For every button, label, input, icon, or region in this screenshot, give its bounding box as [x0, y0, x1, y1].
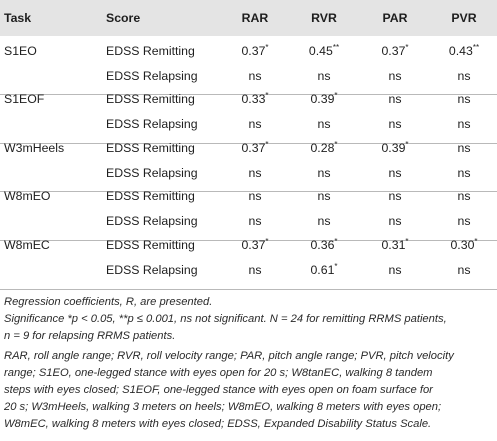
value-cell-pvr — [434, 165, 494, 181]
value-cell-pvr — [434, 237, 494, 253]
value-cell-par — [365, 43, 425, 59]
value-cell-par — [365, 91, 425, 107]
value-cell-rar — [225, 262, 285, 278]
significance-mark: * — [265, 139, 269, 149]
coefficient-value: ns — [317, 69, 331, 83]
coefficient-value: ns — [457, 92, 471, 106]
coefficient-value: ns — [248, 117, 262, 131]
significance-mark: * — [474, 236, 478, 246]
significance-mark: * — [265, 236, 269, 246]
coefficient-value: ns — [248, 263, 262, 277]
value-cell-par — [365, 262, 425, 278]
score-cell: EDSS Remitting — [106, 189, 195, 203]
task-cell: S1EO — [4, 44, 37, 58]
value-cell-rar — [225, 237, 285, 253]
footnote-line: range; S1EO, one-legged stance with eyes open for 20 s; W8tanEC, walking 8 tandem — [4, 367, 433, 379]
coefficient-value: 0.37 — [241, 44, 266, 58]
coefficient-value: 0.30 — [450, 238, 475, 252]
score-cell: EDSS Relapsing — [106, 117, 198, 131]
value-cell-rvr — [294, 116, 354, 132]
coefficient-value: 0.37 — [241, 238, 266, 252]
value-cell-rar — [225, 165, 285, 181]
score-cell: EDSS Relapsing — [106, 214, 198, 228]
value-cell-rvr — [294, 213, 354, 229]
value-cell-pvr — [434, 43, 494, 59]
coefficient-value: 0.37 — [241, 141, 266, 155]
footnote-line: Regression coefficients, R, are presented. — [4, 296, 213, 308]
coefficient-value: 0.39 — [381, 141, 406, 155]
coefficient-value: ns — [248, 69, 262, 83]
footnote-line — [4, 311, 494, 328]
coefficient-value: ns — [457, 263, 471, 277]
coefficient-value: ns — [388, 69, 402, 83]
coefficient-value: ns — [457, 141, 471, 155]
significance-mark: * — [405, 139, 409, 149]
value-cell-rvr — [294, 262, 354, 278]
coefficient-value: ns — [248, 189, 262, 203]
value-cell-rvr — [294, 43, 354, 59]
value-cell-rvr — [294, 68, 354, 84]
significance-mark: * — [405, 42, 409, 52]
value-cell-par — [365, 237, 425, 253]
value-cell-par — [365, 116, 425, 132]
value-cell-rar — [225, 116, 285, 132]
significance-mark: * — [265, 90, 269, 100]
footnote-line: steps with eyes closed; S1EOF, one-legged stance with eyes open on foam surface for — [4, 384, 433, 396]
score-cell: EDSS Relapsing — [106, 166, 198, 180]
coefficient-value: ns — [388, 117, 402, 131]
table-bottom-rule — [0, 289, 497, 290]
value-cell-rvr — [294, 188, 354, 204]
value-cell-par — [365, 140, 425, 156]
coefficient-value: ns — [457, 117, 471, 131]
value-cell-par — [365, 188, 425, 204]
value-cell-rar — [225, 68, 285, 84]
value-cell-rar — [225, 43, 285, 59]
coefficient-value: 0.33 — [241, 92, 266, 106]
significance-mark: * — [334, 139, 338, 149]
coefficient-value: ns — [388, 166, 402, 180]
value-cell-pvr — [434, 91, 494, 107]
coefficient-value: ns — [248, 166, 262, 180]
significance-mark: ** — [472, 42, 480, 52]
task-cell: W8mEO — [4, 189, 51, 203]
header-rvr: RVR — [311, 11, 337, 25]
coefficient-value: ns — [388, 263, 402, 277]
footnote-line: 20 s; W3mHeels, walking 3 meters on heels; W8mEO, walking 8 meters with eyes open; — [4, 401, 442, 413]
task-cell: W8mEC — [4, 238, 50, 252]
task-cell: W3mHeels — [4, 141, 65, 155]
coefficient-value: ns — [388, 92, 402, 106]
score-cell: EDSS Remitting — [106, 44, 195, 58]
value-cell-par — [365, 68, 425, 84]
coefficient-value: ns — [317, 117, 331, 131]
significance-mark: * — [405, 236, 409, 246]
coefficient-value: 0.28 — [310, 141, 335, 155]
score-cell: EDSS Remitting — [106, 238, 195, 252]
coefficient-value: ns — [457, 69, 471, 83]
task-cell: S1EOF — [4, 92, 45, 106]
value-cell-rar — [225, 140, 285, 156]
value-cell-rvr — [294, 165, 354, 181]
header-par: PAR — [382, 11, 408, 25]
coefficient-value: ns — [317, 214, 331, 228]
header-score: Score — [106, 11, 141, 25]
score-cell: EDSS Remitting — [106, 92, 195, 106]
footnote-significance: Significance *p < 0.05, **p ≤ 0.001, ns not significant. N = 24 for remitting RRMS patients, — [4, 313, 447, 325]
coefficient-value: 0.36 — [310, 238, 335, 252]
score-cell: EDSS Remitting — [106, 141, 195, 155]
coefficient-value: 0.61 — [310, 263, 335, 277]
coefficient-value: ns — [248, 214, 262, 228]
coefficient-value: ns — [317, 189, 331, 203]
value-cell-rvr — [294, 237, 354, 253]
header-task: Task — [4, 11, 32, 25]
score-cell: EDSS Relapsing — [106, 263, 198, 277]
header-pvr: PVR — [451, 11, 477, 25]
value-cell-pvr — [434, 116, 494, 132]
coefficient-value: 0.45 — [308, 44, 333, 58]
coefficient-value: 0.31 — [381, 238, 406, 252]
value-cell-rvr — [294, 140, 354, 156]
significance-mark: * — [265, 42, 269, 52]
value-cell-rvr — [294, 91, 354, 107]
significance-mark: * — [334, 236, 338, 246]
value-cell-rar — [225, 213, 285, 229]
value-cell-pvr — [434, 140, 494, 156]
coefficient-value: ns — [388, 189, 402, 203]
value-cell-pvr — [434, 213, 494, 229]
coefficient-value: ns — [317, 166, 331, 180]
value-cell-rar — [225, 91, 285, 107]
value-cell-pvr — [434, 188, 494, 204]
value-cell-rar — [225, 188, 285, 204]
coefficient-value: 0.39 — [310, 92, 335, 106]
coefficient-value: ns — [457, 189, 471, 203]
coefficient-value: ns — [457, 166, 471, 180]
header-rar: RAR — [241, 11, 269, 25]
footnote-line: W8mEC, walking 8 meters with eyes closed; EDSS, Expanded Disability Status Scale. — [4, 418, 432, 430]
significance-mark: * — [334, 90, 338, 100]
footnote-line: RAR, roll angle range; RVR, roll velocity range; PAR, pitch angle range; PVR, pitch velocity — [4, 350, 454, 362]
value-cell-pvr — [434, 262, 494, 278]
footnote-line: n = 9 for relapsing RRMS patients. — [4, 330, 176, 342]
value-cell-par — [365, 213, 425, 229]
coefficient-value: 0.43 — [448, 44, 473, 58]
score-cell: EDSS Relapsing — [106, 69, 198, 83]
significance-mark: * — [334, 261, 338, 271]
value-cell-pvr — [434, 68, 494, 84]
value-cell-par — [365, 165, 425, 181]
coefficient-value: 0.37 — [381, 44, 406, 58]
coefficient-value: ns — [457, 214, 471, 228]
coefficient-value: ns — [388, 214, 402, 228]
significance-mark: ** — [332, 42, 340, 52]
